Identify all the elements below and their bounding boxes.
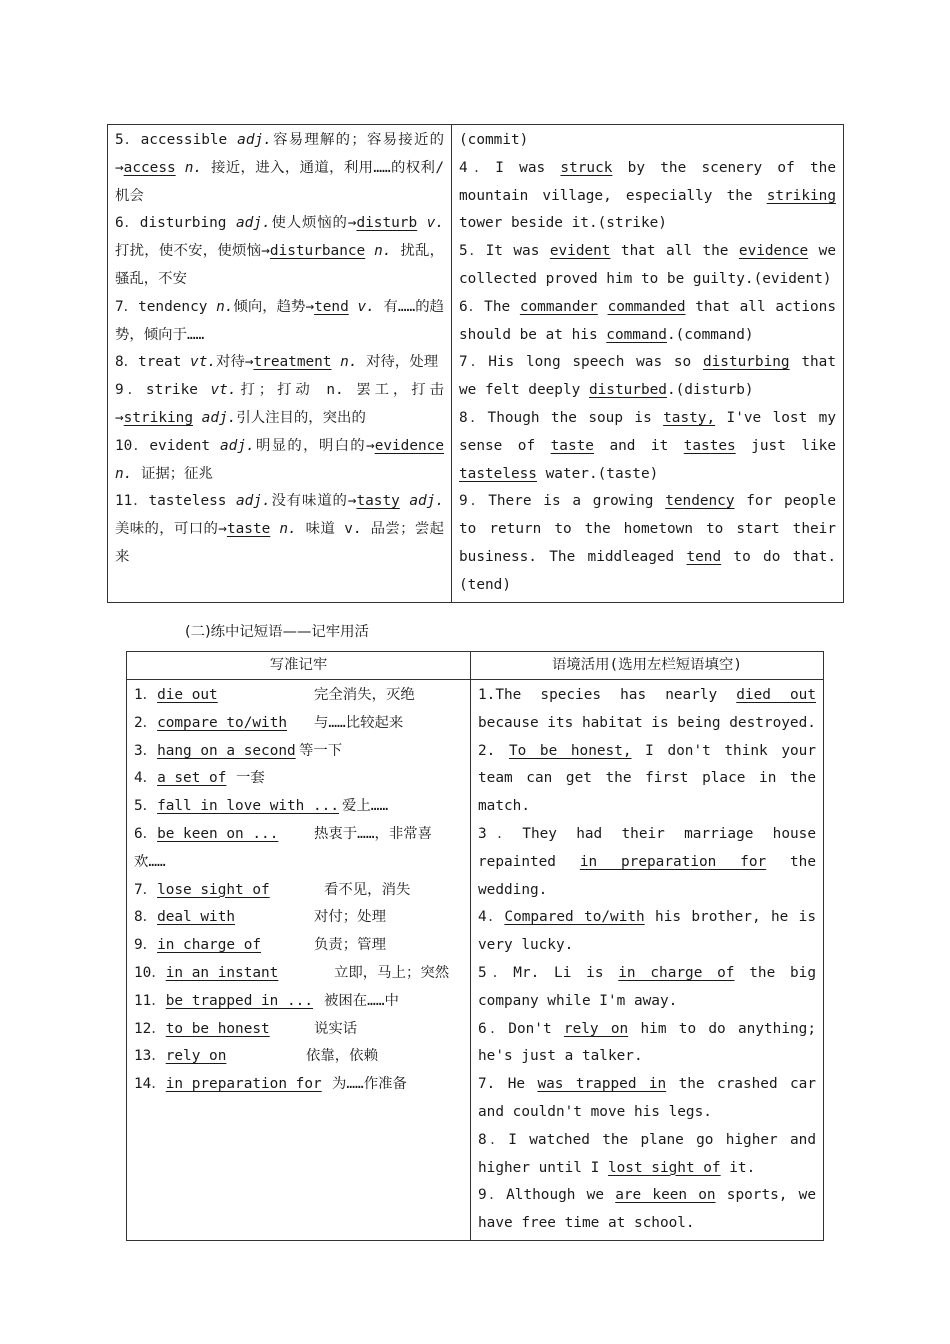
sentence-3-tail: (commit) <box>459 132 529 148</box>
phrase-item: 10．in an instant 立即，马上；突然 <box>134 964 450 981</box>
sentence-practice-cell <box>452 125 844 603</box>
answer-blank: tasty <box>356 493 400 510</box>
sentence-item: 7. He was trapped in the crashed car and couldn't move his legs. <box>478 1076 817 1120</box>
answer-blank: disturb <box>356 215 418 232</box>
phrase-item: 2．compare to/with 与……比较起来 <box>134 714 404 731</box>
answer-blank: striking <box>123 409 193 426</box>
phrase-item: 12．to be honest 说实话 <box>134 1020 358 1037</box>
sentence-item: 6．Don't rely on him to do anything; he's just a talker. <box>478 1020 816 1065</box>
answer-blank: taste <box>226 521 271 538</box>
phrase-item: 11．be trapped in ... 被困在……中 <box>134 992 399 1009</box>
sentence-8: 8．Though the soup is tasty, I've lost my sense of taste and it tastes just like tasteless water.(taste) <box>459 409 837 482</box>
sentence-4: 4．I was struck by the scenery of the mountain village, especially the striking tower beside it.(strike) <box>459 159 836 232</box>
word-entry-11: 11．tasteless adj.没有味道的→tasty adj.美味的，可口的→taste n. 味道 v. 品尝；尝起来 <box>115 493 444 565</box>
phrase-item: 4．a set of 一套 <box>134 770 265 787</box>
sentence-5: 5．It was evident that all the evidence we collected proved him to be guilty.(evident) <box>459 243 836 287</box>
sentence-6: 6．The commander commanded that all actions should be at his command.(command) <box>459 298 836 343</box>
answer-blank: treatment <box>253 354 332 371</box>
sentence-item: 4．Compared to/with his brother, he is very lucky. <box>478 909 816 954</box>
sentence-item: 1.The species has nearly died out because its habitat is being destroyed. <box>478 687 816 731</box>
phrase-table <box>126 651 824 1241</box>
sentence-item: 5．Mr. Li is in charge of the big company while I'm away. <box>478 964 817 1009</box>
sentence-7: 7．His long speech was so disturbing that we felt deeply disturbed.(disturb) <box>459 354 837 399</box>
phrase-item: 9．in charge of 负责；管理 <box>134 937 386 954</box>
answer-blank: access <box>123 159 176 176</box>
phrase-item: 5．fall in love with ... 爱上…… <box>134 798 389 815</box>
word-entry-5: 5．accessible adj.容易理解的；容易接近的→access n. 接近，进入，通道，利用……的权利/机会 <box>115 132 444 204</box>
context-sentences-cell <box>471 680 824 1241</box>
phrase-item: 3．hang on a second 等一下 <box>134 742 343 759</box>
answer-blank: disturbance <box>269 243 366 260</box>
vocab-table <box>107 124 844 603</box>
phrase-item: 14．in preparation for 为……作准备 <box>134 1076 407 1093</box>
word-entry-10: 10．evident adj.明显的，明白的→evidence n. 证据；征兆 <box>115 437 444 482</box>
phrase-item: 6．be keen on ... 热衷于……，非常喜欢…… <box>134 825 433 870</box>
sentence-item: 9．Although we are keen on sports, we have free time at school. <box>478 1187 816 1232</box>
phrase-item: 13．rely on 依靠，依赖 <box>134 1048 378 1065</box>
sentence-9: 9．There is a growing tendency for people to return to the hometown to start their business. The middleaged tend to do that.(tend) <box>459 493 836 593</box>
word-entry-8: 8．treat vt.对待→treatment n. 对待，处理 <box>115 354 439 371</box>
column-header-left: 写准记牢 <box>127 652 471 680</box>
word-forms-cell <box>108 125 452 603</box>
word-entry-6: 6．disturbing adj.使人烦恼的→disturb v. 打扰，使不安，使烦恼→disturbance n. 扰乱，骚乱，不安 <box>115 215 444 287</box>
sentence-item: 3．They had their marriage house repainted in preparation for the wedding. <box>478 825 816 898</box>
phrase-list-cell <box>127 680 471 1241</box>
word-entry-7: 7．tendency n.倾向，趋势→tend v. 有……的趋势，倾向于…… <box>115 298 444 343</box>
phrase-item: 7．lose sight of 看不见，消失 <box>134 881 411 898</box>
sentence-item: 2. To be honest, I don't think your team can get the first place in the match. <box>478 742 816 815</box>
section-title: (二)练中记短语——记牢用活 <box>185 624 369 640</box>
word-entry-9: 9．strike vt.打；打动 n. 罢工，打击→striking adj.引人注目的，突出的 <box>115 382 444 426</box>
answer-blank: evidence <box>374 437 444 454</box>
answer-blank: tend <box>314 298 349 315</box>
phrase-item: 1．die out 完全消失，灭绝 <box>134 687 415 703</box>
sentence-item: 8．I watched the plane go higher and higher until I lost sight of it. <box>478 1131 816 1176</box>
column-header-right: 语境活用(选用左栏短语填空) <box>471 652 824 680</box>
phrase-item: 8．deal with 对付；处理 <box>134 909 386 926</box>
